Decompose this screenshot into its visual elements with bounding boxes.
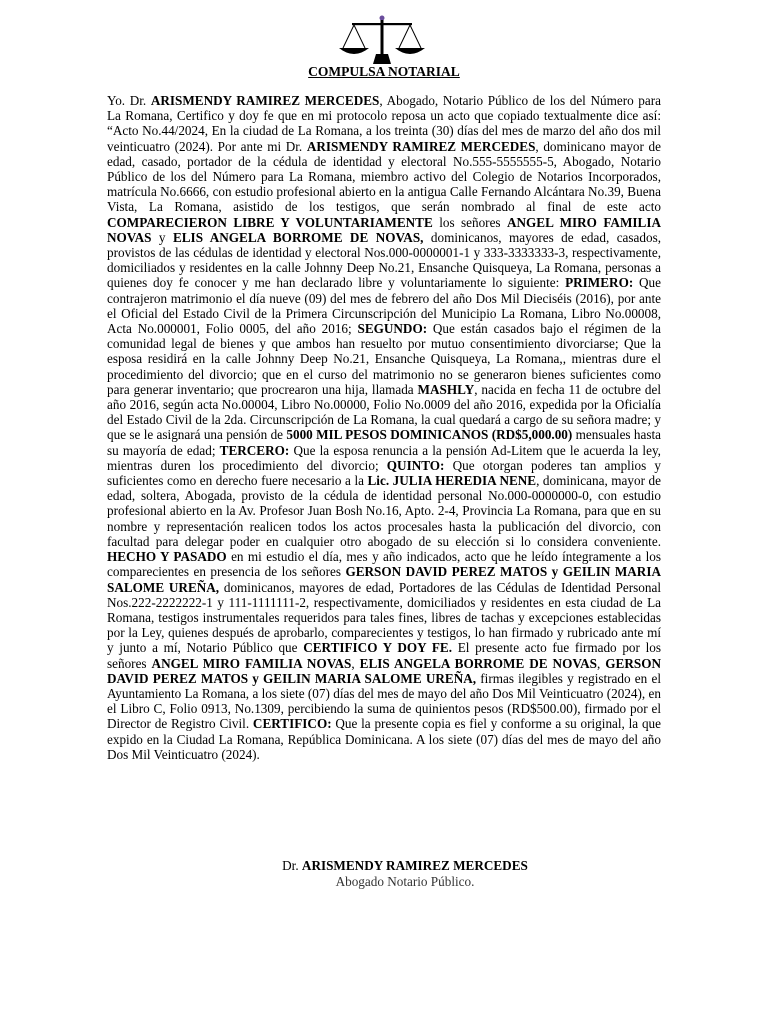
body-text-segment: , dominicana, mayor de edad, soltera, Abogada, provisto de la cédula de identidad personal No.000-0000000-0, con estudio profesional abierto en la Av. Profesor Juan Bosh No.16, Apto. 2-4, Provincia La Romana, para que en su nombre y representación realicen todos los actos procesales hasta la publicación del divorcio, con facultad para delegar poder en cualquier otro abogado de su elección si lo considera conveniente. [107,473,661,549]
body-bold-text: SEGUNDO: [357,321,428,337]
body-text-segment: dominicanos, mayores de edad, Portadores de las Cédulas de Identidad Personal Nos.222-2222222-1 y 111-1111111-2, respectivamente, domiciliados y residentes en esta ciudad de La Romana, testigos instrumentales requeridos para tales fines, libres de tachas y excepciones establecidas por la Ley, quienes después de aprobarlo, comparecientes y testigos, lo han firmado y rubricado ante mí y junto a mí, Notario Público que [107,579,661,656]
body-text-segment: , Abogado, Notario Público de los del Número para La Romana, Certifico y doy fe que en mi protocolo reposa un acto que copiado textualmente dice así: “Acto No.44/2024, En la ciudad de La Romana, a los treinta (30) días del mes de marzo del año dos mil veinticuatro (2024). Por ante mi Dr. [107,93,661,154]
body-text-segment: Que contrajeron matrimonio el día nueve (09) del mes de febrero del año Dos Mil Dieciséis (2016), por ante el Oficial del Estado Civil de la Primera Circunscripción del Municipio La Romana, Libro No.00008, Acta No.000001, Folio 0005, del año 2016; [107,275,661,337]
scales-of-justice-icon [336,14,428,66]
signature-role: Abogado Notario Público. [335,873,475,889]
body-bold-text: PRIMERO: [565,275,634,291]
body-text-segment: , [597,655,606,671]
body-text-segment: Que la esposa renuncia a la pensión Ad-Litem que le acuerda la ley, mientras duren los procedimiento del divorcio; [107,442,661,473]
body-text-segment: , [351,655,360,671]
body-text-segment: El presente acto fue firmado por los señores [107,640,661,671]
body-bold-text: GERSON DAVID PEREZ MATOS y GEILIN MARIA SALOME UREÑA, [107,655,661,686]
signature-name: ARISMENDY RAMIREZ MERCEDES [301,858,528,873]
body-text-segment: los señores [432,214,507,230]
body-bold-text: Lic. JULIA HEREDIA NENE [367,473,537,489]
body-bold-text: ELIS ANGELA BORROME DE NOVAS [359,655,598,671]
body-text-segment: dominicanos, mayores de edad, casados, provistos de las cédulas de identidad y electoral Nos.000-0000001-1 y 333-3333333-3, respectivamente, domiciliados y residentes en la calle Johnny Deep No.21, Ensanche Quisqueya, La Romana, personas a quienes doy fe conocer y me han declarado libre y voluntariamente lo siguiente: [107,229,662,291]
signature-prefix: Dr. [282,858,302,873]
body-text-segment: firmas ilegibles y registrado en el Ayuntamiento La Romana, a los siete (07) días del mes de mayo del año Dos Mil Veinticuatro (2024), en el Libro C, Folio 0913, No.1309, percibiendo la suma de quinientos pesos (RD$500.00), firmado por el Director de Registro Civil. [107,670,661,732]
signature-block [0,858,768,889]
body-bold-text: ARISMENDY RAMIREZ MERCEDES [150,93,380,108]
body-text-segment: mensuales hasta su mayoría de edad; [107,427,662,458]
body-bold-text: QUINTO: [386,457,445,473]
body-text-segment: Que otorgan poderes tan amplios y suficientes como en derecho fuere necesario a la [107,457,661,489]
signature-name-line [0,858,768,874]
body-bold-text: 5000 MIL PESOS DOMINICANOS (RD$5,000.00) [286,427,573,443]
body-text-segment: en mi estudio el día, mes y año indicados, acto que he leído íntegramente a los comparecientes en presencia de los señores [107,549,661,580]
body-bold-text: ARISMENDY RAMIREZ MERCEDES [306,138,536,154]
body-bold-text: TERCERO: [219,442,290,458]
body-bold-text: CERTIFICO: [252,716,332,732]
body-bold-text: MASHLY [417,381,475,397]
body-text-segment: Yo. Dr. [107,93,151,108]
document-body [107,93,661,762]
body-bold-text: ANGEL MIRO FAMILIA NOVAS [107,214,661,245]
body-bold-text: HECHO Y PASADO [107,549,227,565]
body-bold-text: GERSON DAVID PEREZ MATOS y GEILIN MARIA SALOME UREÑA, [107,564,661,595]
body-text-segment: y [151,229,173,245]
body-bold-text: ELIS ANGELA BORROME DE NOVAS, [172,229,424,245]
body-bold-text: ANGEL MIRO FAMILIA NOVAS [151,655,352,671]
body-text-segment: Que están casados bajo el régimen de la comunidad legal de bienes y que ambos han resuelto por mutuo consentimiento divorciarse; Que la esposa residirá en la calle Johnny Deep No.21, Ensanche Quisqueya, La Romana,, mientras dure el procedimiento del divorcio; que en el curso del matrimonio no se generaron bienes suficientes como para generar inventario; que procrearon una hija, llamada [107,321,661,397]
body-bold-text: COMPARECIERON LIBRE Y VOLUNTARIAMENTE [107,214,433,230]
body-text-segment: , dominicano mayor de edad, casado, portador de la cédula de identidad y electoral No.555-5555555-5, Abogado, Notario Público de los del Número para La Romana, miembro activo del Colegio de Notarios Incorporados, matrícula No.6666, con estudio profesional abierto en la antigua Calle Fernando Alcántara No.39, Buena Vista, La Romana, asistido de los testigos, que serán nombrado al final de este acto [107,138,661,215]
body-text-segment: Que la presente copia es fiel y conforme a su original, la que expido en la Ciudad La Romana, República Dominicana. A los siete (07) días del mes de mayo del año Dos Mil Veinticuatro (2024). [107,716,661,762]
body-text-segment: , nacida en fecha 11 de octubre del año 2016, según acta No.00004, Libro No.00000, Folio No.0009 del año 2016, expedida por la Oficialía del Estado Civil de la 2da. Circunscripción de La Romana, la cual quedará a cargo de su señora madre; y que se le asignará una pensión de [107,381,662,443]
document-title: COMPULSA NOTARIAL [308,64,460,79]
body-bold-text: CERTIFICO Y DOY FE. [303,640,453,656]
